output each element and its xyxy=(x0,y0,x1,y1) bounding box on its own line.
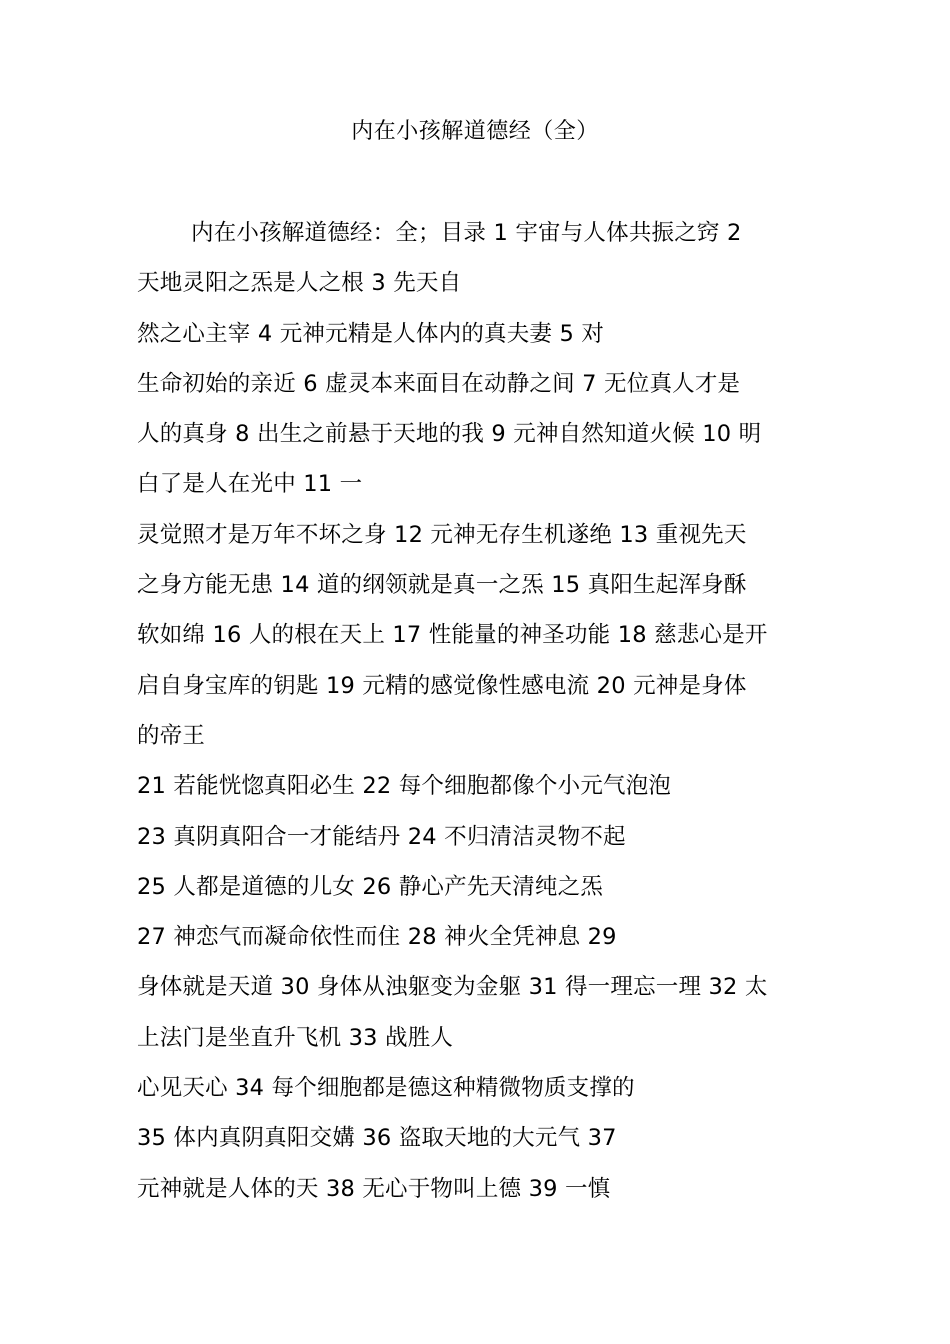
body-line: 之身方能无患 14 道的纲领就是真一之炁 15 真阳生起浑身酥 xyxy=(137,572,747,599)
body-line: 灵觉照才是万年不坏之身 12 元神无存生机遂绝 13 重视先天 xyxy=(137,521,747,548)
body-line: 生命初始的亲近 6 虚灵本来面目在动静之间 7 无位真人才是 xyxy=(137,370,741,397)
body-line: 上法门是坐直升飞机 33 战胜人 xyxy=(137,1024,454,1051)
body-line: 启自身宝库的钥匙 19 元精的感觉像性感电流 20 元神是身体 xyxy=(137,672,747,699)
body-line: 人的真身 8 出生之前悬于天地的我 9 元神自然知道火候 10 明 xyxy=(137,421,762,448)
document-body xyxy=(137,208,827,1214)
body-line: 身体就是天道 30 身体从浊躯变为金躯 31 得一理忘一理 32 太 xyxy=(137,974,768,1001)
body-line: 内在小孩解道德经：全；目录 1 宇宙与人体共振之窍 2 xyxy=(191,220,742,246)
body-line: 然之心主宰 4 元神元精是人体内的真夫妻 5 对 xyxy=(137,320,605,347)
body-line: 心见天心 34 每个细胞都是德这种精微物质支撑的 xyxy=(137,1075,635,1102)
body-line: 35 体内真阴真阳交媾 36 盗取天地的大元气 37 xyxy=(137,1125,617,1152)
document-title: 内在小孩解道德经（全） xyxy=(351,119,599,144)
body-line: 21 若能恍惚真阳必生 22 每个细胞都像个小元气泡泡 xyxy=(137,773,672,800)
body-line: 天地灵阳之炁是人之根 3 先天自 xyxy=(137,270,462,297)
body-line: 白了是人在光中 11 一 xyxy=(137,471,363,498)
body-line: 元神就是人体的天 38 无心于物叫上德 39 一慎 xyxy=(137,1175,611,1202)
body-line: 27 神恋气而凝命依性而住 28 神火全凭神息 29 xyxy=(137,924,617,951)
body-line: 的帝王 xyxy=(137,722,206,749)
body-line: 25 人都是道德的儿女 26 静心产先天清纯之炁 xyxy=(137,873,604,900)
body-line: 23 真阴真阳合一才能结丹 24 不归清洁灵物不起 xyxy=(137,823,626,850)
body-line: 软如绵 16 人的根在天上 17 性能量的神圣功能 18 慈悲心是开 xyxy=(137,622,768,649)
